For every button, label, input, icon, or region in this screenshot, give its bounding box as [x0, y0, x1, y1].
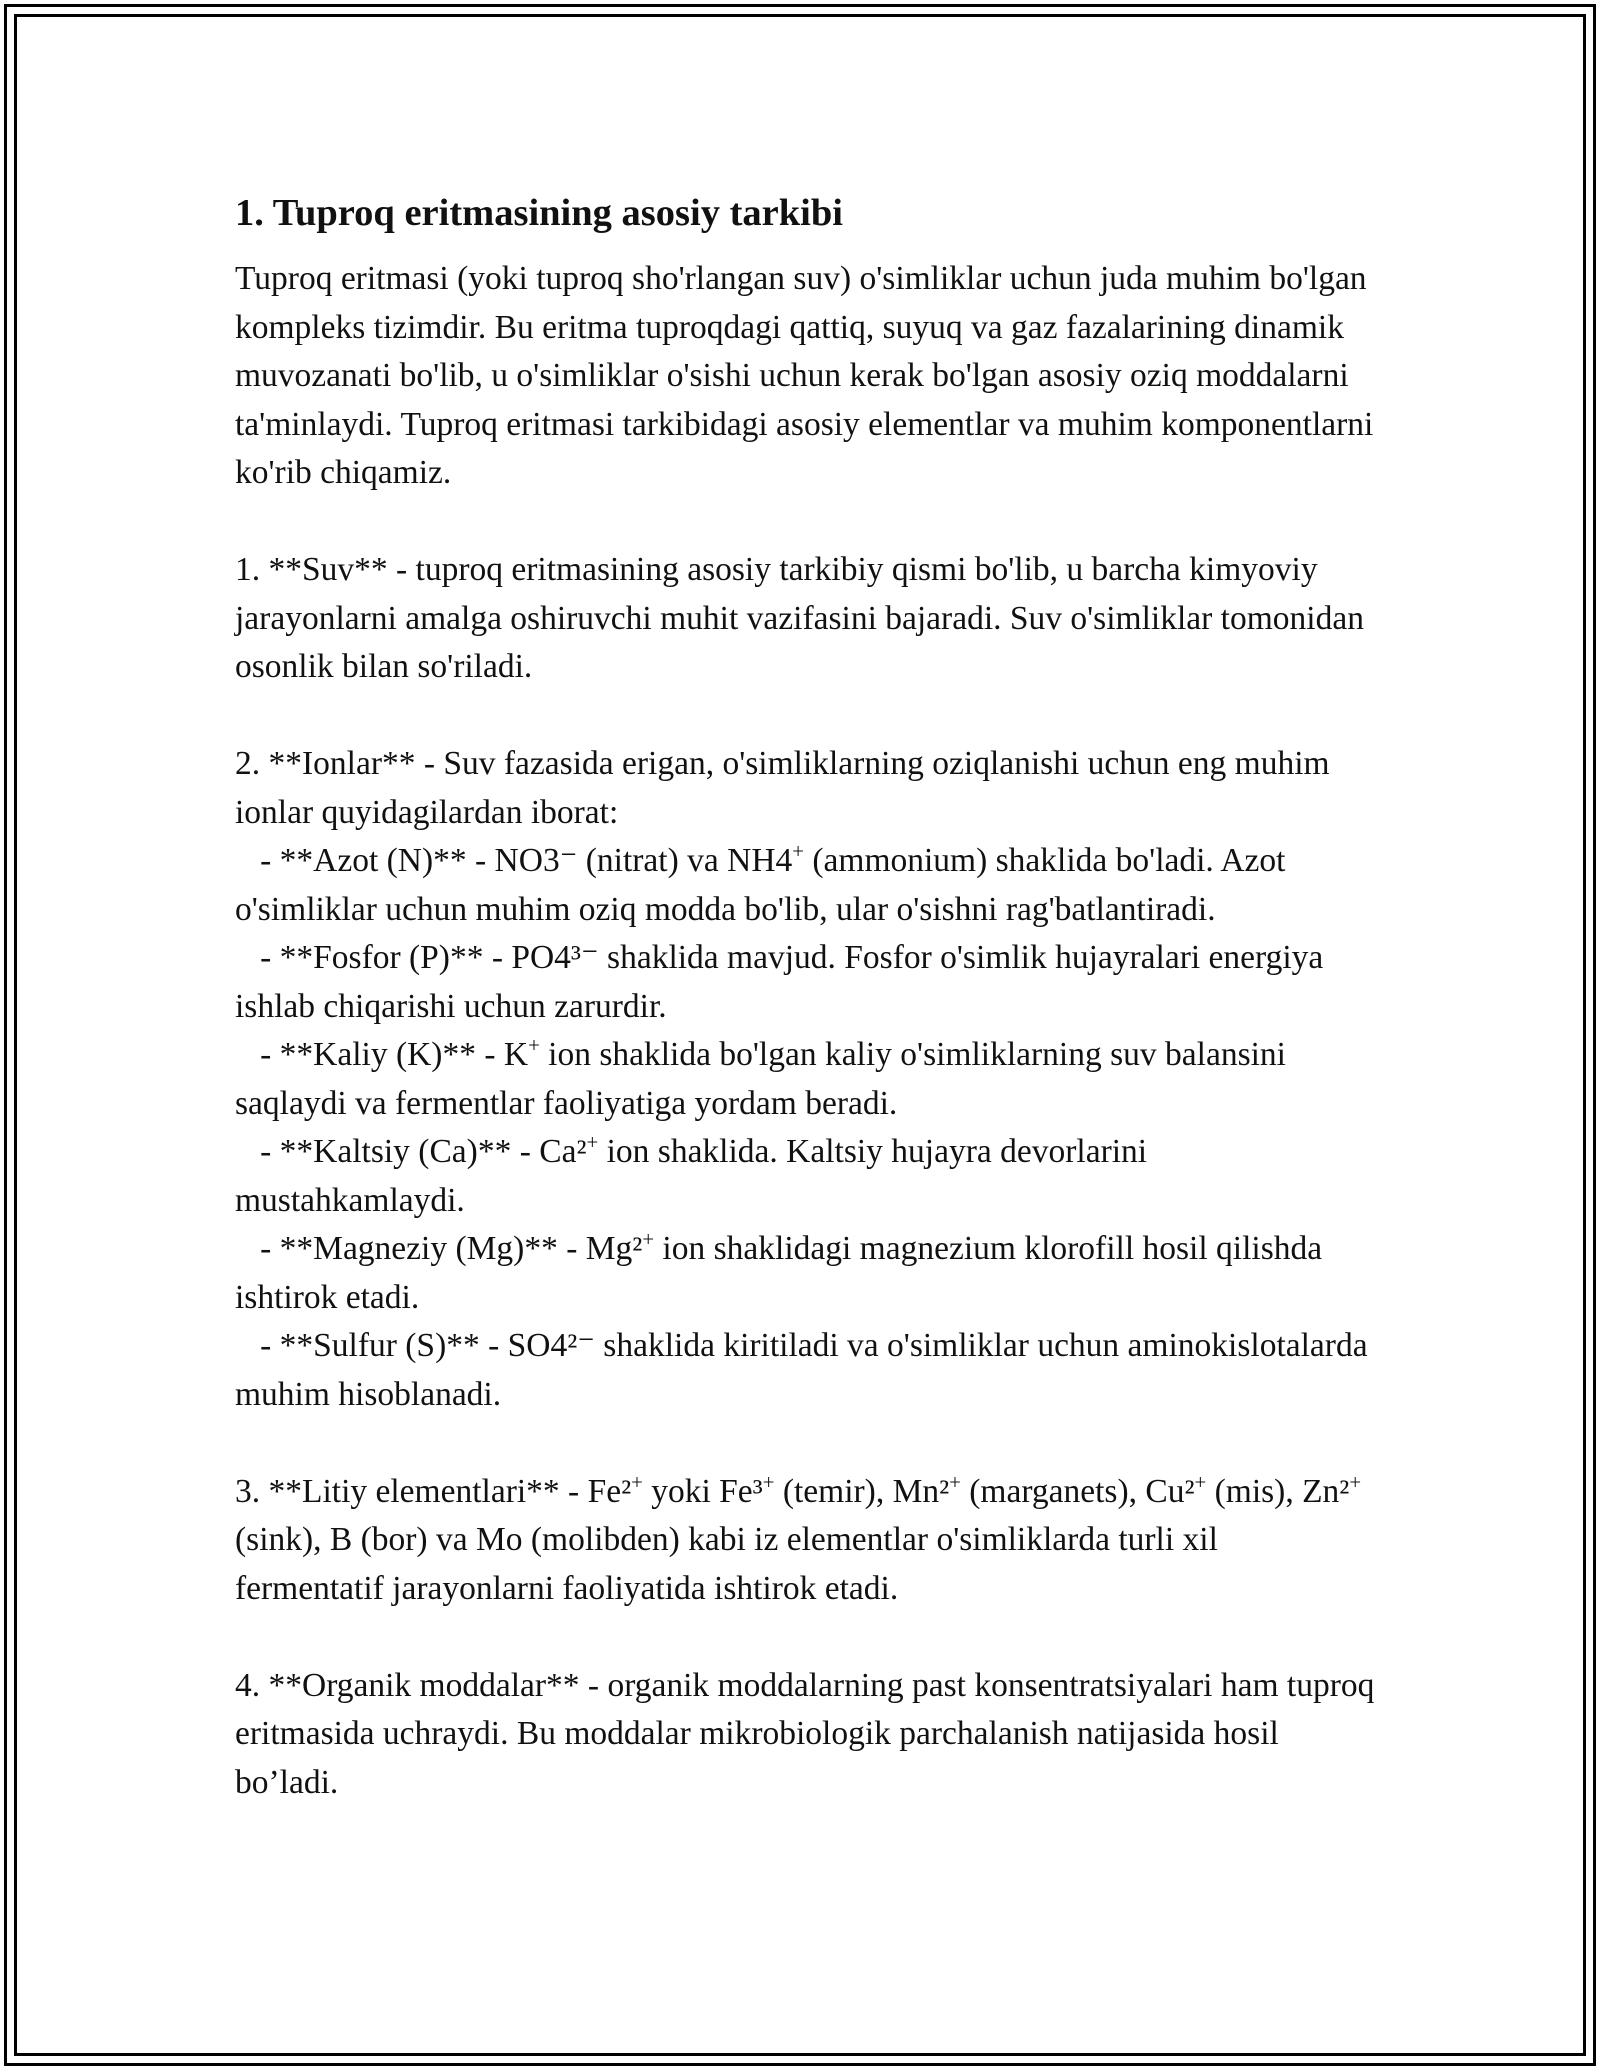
ions-intro: 2. **Ionlar** - Suv fazasida erigan, o'simliklarning oziqlanishi uchun eng muhim ionlar quyidagilardan iborat:	[235, 745, 1330, 831]
ion-magnesium: - **Magneziy (Mg)** - Mg²+ ion shaklidagi magnezium klorofill hosil qilishda ishtirok etadi.	[235, 1228, 1331, 1316]
item-organic-matter: 4. **Organik moddalar** - organik moddalarning past konsentratsiyalari ham tuproq eritmasida uchraydi. Bu moddalar mikrobiologik parchalanish natijasida hosil bo’ladi.	[235, 1666, 1375, 1801]
document-body	[235, 185, 1375, 1856]
ion-phosphorus: - **Fosfor (P)** - PO4³⁻ shaklida mavjud. Fosfor o'simlik hujayralari energiya ishlab chiqarishi uchun zarurdir.	[235, 939, 1332, 1025]
intro-paragraph: Tuproq eritmasi (yoki tuproq sho'rlangan suv) o'simliklar uchun juda muhim bo'lgan kompleks tizimdir. Bu eritma tuproqdagi qattiq, suyuq va gaz fazalarining dinamik muvozanati bo'lib, u o'simliklar o'sishi uchun kerak bo'lgan asosiy oziq moddalarni ta'minlaydi. Tuproq eritmasi tarkibidagi asosiy elementlar va muhim komponentlarni ko'rib chiqamiz.	[235, 260, 1374, 491]
ion-potassium: - **Kaliy (K)** - K+ ion shaklida bo'lgan kaliy o'simliklarning suv balansini saqlaydi va fermentlar faoliyatiga yordam beradi.	[235, 1034, 1295, 1122]
item-water: 1. **Suv** - tuproq eritmasining asosiy tarkibiy qismi bo'lib, u barcha kimyoviy jarayonlarni amalga oshiruvchi muhit vazifasini bajaradi. Suv o'simliklar tomonidan osonlik bilan so'riladi.	[235, 551, 1364, 685]
ion-calcium: - **Kaltsiy (Ca)** - Ca²+ ion shaklida. Kaltsiy hujayra devorlarini mustahkamlaydi.	[235, 1131, 1156, 1219]
item-ions	[235, 740, 1375, 1419]
item-trace-elements: 3. **Litiy elementlari** - Fe²+ yoki Fe³+ (temir), Mn²+ (marganets), Cu²+ (mis), Zn²+ (sink), B (bor) va Mo (molibden) kabi iz elementlar o'simliklarda turli xil fermentatif jarayonlarni faoliyatida ishtirok etadi.	[235, 1470, 1362, 1607]
section-heading: 1. Tuproq eritmasining asosiy tarkibi	[235, 192, 843, 234]
ion-sulfur: - **Sulfur (S)** - SO4²⁻ shaklida kiritiladi va o'simliklar uchun aminokislotalarda muhim hisoblanadi.	[235, 1327, 1376, 1413]
ion-nitrogen: - **Azot (N)** - NO3⁻ (nitrat) va NH4+ (ammonium) shaklida bo'ladi. Azot o'simliklar uchun muhim oziq modda bo'lib, ular o'sishni rag'batlantiradi.	[235, 840, 1294, 928]
